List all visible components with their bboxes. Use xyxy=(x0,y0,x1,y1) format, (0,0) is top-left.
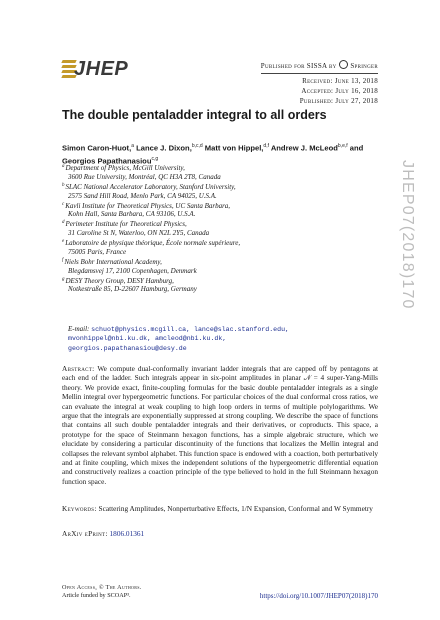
author-name: and Georgios Papathanasiou xyxy=(62,143,364,166)
email-link[interactable]: schuot@physics.mcgill.ca, lance@slac.stanford.edu, xyxy=(91,326,289,333)
affiliation: $^e$Laboratoire de physique théorique, École normale supérieure, 75005 Paris, France xyxy=(62,239,241,256)
affiliation: $^b$SLAC National Accelerator Laboratory, Stanford University, 2575 Sand Hill Road, Menlo Park, CA 94025, U.S.A. xyxy=(62,182,236,200)
keywords xyxy=(62,504,378,513)
published-date: Published: July 27, 2018 xyxy=(299,97,378,105)
arxiv-line xyxy=(62,529,144,538)
abstract-label: Abstract: xyxy=(62,364,95,373)
accepted-date: Accepted: July 16, 2018 xyxy=(301,87,378,95)
open-access-notice: Open Access, © The Authors. xyxy=(62,584,142,591)
footer xyxy=(62,584,142,600)
keywords-label: Keywords: xyxy=(62,504,97,513)
paper-title: The double pentaladder integral to all orders xyxy=(62,108,327,122)
arxiv-link[interactable]: 1806.01361 xyxy=(109,529,145,538)
author-name: Simon Caron-Huot, xyxy=(62,143,132,153)
publisher-line: Published for SISSA by Springer xyxy=(261,60,378,74)
affiliation: $^g$DESY Theory Group, DESY Hamburg, Notkestraße 85, D-22607 Hamburg, Germany xyxy=(62,276,197,294)
journal-name: JHEP xyxy=(74,58,129,80)
affiliation: $^a$Department of Physics, McGill University, 3600 Rue University, Montréal, QC H3A 2T8, Canada xyxy=(62,164,221,181)
abstract xyxy=(62,364,378,486)
affiliation-list xyxy=(62,163,372,294)
abstract-text: We compute dual-conformally invariant ladder integrals that are capped off by pentagons at each end of the ladder. Such integrals appear in six-point amplitudes in planar 𝒩 = 4 super-Yang-Mills theory. We provide exact, finite-coupling formulas for the basic double pentaladder integrals as a single Mellin integral over hypergeometric functions. For particular choices of the dual conformal cross ratios, we can evaluate the integral at weak coupling to high loop orders in terms of multiple polylogarithms. We argue that the integrals are exponentially suppressed at strong coupling. We describe the space of functions that contains all such double pentaladder integrals and their derivatives, or coproducts. This space, a prototype for the space of Steinmann hexagon functions, has a simple algebraic structure, which we elucidate by considering a particular discontinuity of the functions that localizes the Mellin integral and collapses the relevant symbol alphabet. This function space is endowed with a coaction, both perturbatively and at finite coupling, which mixes the independent solutions of the hypergeometric differential equation and constructively realizes a coaction principle of the type believed to hold in the full Steinmann hexagon function space. xyxy=(62,364,378,486)
email-label: E-mail: xyxy=(68,325,90,333)
affiliation: $^c$Kavli Institute for Theoretical Physics, UC Santa Barbara, Kohn Hall, Santa Barbara, CA 93106, U.S.A. xyxy=(62,201,231,219)
affiliation: $^f$Niels Bohr International Academy, Blegdamsvej 17, 2100 Copenhagen, Denmark xyxy=(62,257,197,275)
received-date: Received: June 13, 2018 xyxy=(302,77,378,85)
publication-info xyxy=(261,60,378,106)
arxiv-label: ArXiv ePrint: xyxy=(62,529,108,538)
springer-logo-icon xyxy=(339,60,348,69)
email-block xyxy=(68,325,289,353)
affiliation: $^d$Perimeter Institute for Theoretical Physics, 31 Caroline St N, Waterloo, ON N2L 2Y5, Canada xyxy=(62,220,210,238)
doi-link[interactable]: https://doi.org/10.1007/JHEP07(2018)170 xyxy=(259,592,378,600)
keywords-text: Scattering Amplitudes, Nonperturbative Effects, 1/N Expansion, Conformal and W Symmetry xyxy=(98,504,373,513)
author-list: Simon Caron-Huot,$^a$ Lance J. Dixon,$^{b,c,d}$ Matt von Hippel,$^{d,f}$ Andrew J. McLeod$^{b,e,f}$ and Georgios Papathanasiou$^{c,g}$ xyxy=(62,143,364,166)
author-name: Lance J. Dixon, xyxy=(136,143,192,153)
funding-notice: Article funded by SCOAP³. xyxy=(62,592,131,599)
author-name: Andrew J. McLeod xyxy=(270,143,338,153)
journal-logo xyxy=(62,58,129,82)
email-link[interactable]: georgios.papathanasiou@desy.de xyxy=(68,344,187,352)
author-name: Matt von Hippel, xyxy=(204,143,264,153)
email-link[interactable]: mvonhippel@nbi.ku.dk, amcleod@nbi.ku.dk, xyxy=(68,335,227,343)
